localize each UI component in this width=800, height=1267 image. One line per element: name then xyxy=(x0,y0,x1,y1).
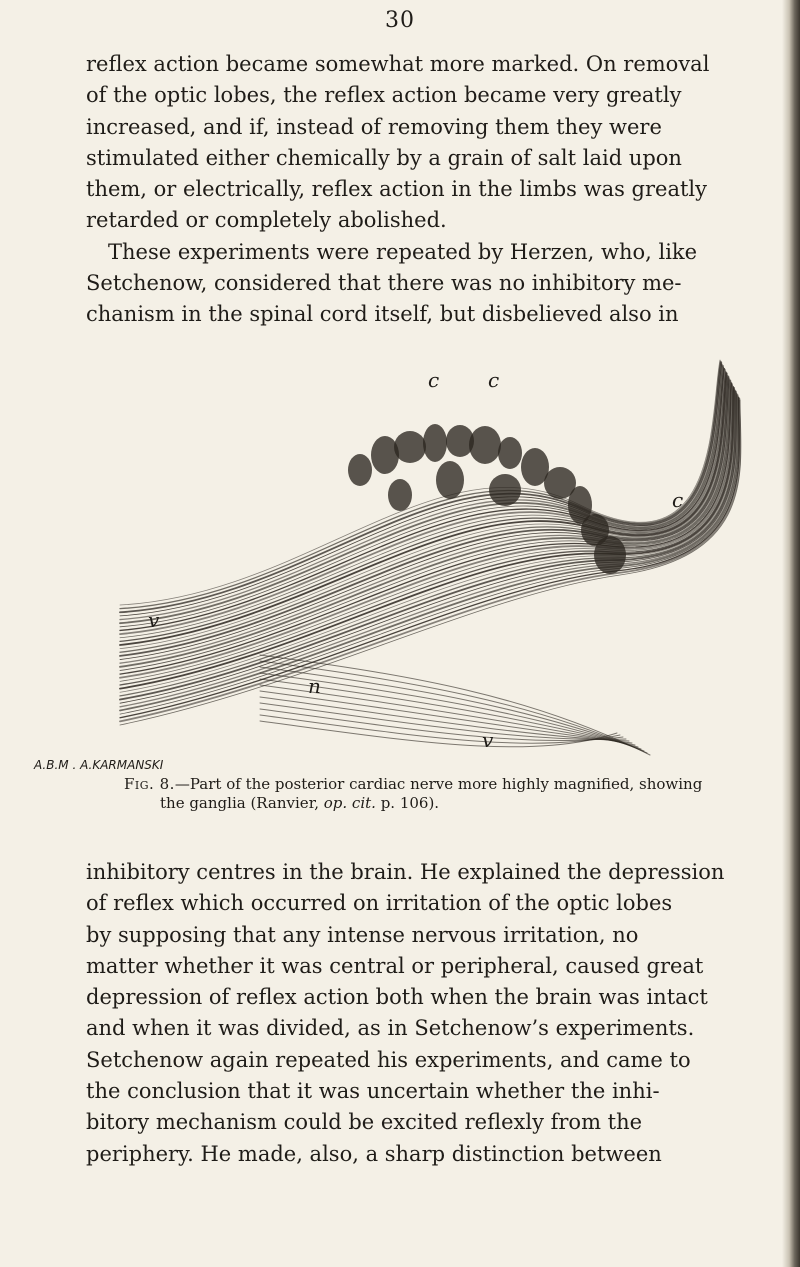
text-line: Setchenow, considered that there was no inhibitory me- xyxy=(86,271,682,296)
text-line: Setchenow again repeated his experiments, and came to xyxy=(86,1047,691,1072)
page-number: 30 xyxy=(385,8,415,33)
caption-text-line2: the ganglia (Ranvier, xyxy=(160,794,324,812)
caption-label: Fig. 8. xyxy=(124,775,175,793)
ganglion-cell xyxy=(388,479,412,511)
text-line: of reflex which occurred on irritation of the optic lobes xyxy=(86,891,673,916)
text-line: depression of reflex action both when the brain was intact xyxy=(86,985,708,1010)
figure-illustration xyxy=(34,355,800,775)
ganglion-cell xyxy=(371,436,399,474)
nerve-fibre xyxy=(120,364,722,616)
engraver-signature: A.B.M . A.KARMANSKI xyxy=(34,758,164,772)
nerve-fibre xyxy=(260,697,629,741)
text-line: chanism in the spinal cord itself, but disbelieved also in xyxy=(86,302,679,327)
nerve-fibre xyxy=(260,709,623,741)
nerve-fibre xyxy=(120,378,729,659)
nerve-fibre xyxy=(120,362,721,612)
nerve-fibre xyxy=(120,371,725,638)
text-line: by supposing that any intense nervous irritation, no xyxy=(86,922,639,947)
text-line: matter whether it was central or peripheral, caused great xyxy=(86,953,704,978)
ganglion-cell xyxy=(348,454,372,486)
ganglion-cell xyxy=(594,536,626,574)
ganglion-cell xyxy=(394,431,426,463)
text-line: inhibitory centres in the brain. He explained the depression xyxy=(86,860,725,884)
label-c-2: c xyxy=(488,368,500,392)
text-line: of the optic lobes, the reflex action became very greatly xyxy=(86,83,682,108)
page-binding-shadow xyxy=(782,0,800,1267)
ganglion-cell xyxy=(469,426,501,464)
nerve-fibre xyxy=(120,370,725,634)
label-c-3: c xyxy=(672,488,684,512)
text-line: bitory mechanism could be excited reflexly from the xyxy=(86,1110,643,1135)
text-line: retarded or completely abolished. xyxy=(86,208,447,233)
text-line: them, or electrically, reflex action in the limbs was greatly xyxy=(86,177,707,202)
label-v-2: v xyxy=(482,728,494,752)
nerve-ganglia-engraving xyxy=(34,355,800,775)
text-line: the conclusion that it was uncertain whether the inhi- xyxy=(86,1079,660,1104)
text-line: These experiments were repeated by Herzen, who, like xyxy=(108,239,698,264)
caption-page-ref: p. 106). xyxy=(375,794,440,812)
label-n: n xyxy=(308,674,321,698)
text-block-bottom xyxy=(86,857,786,1170)
nerve-fibre xyxy=(120,368,724,630)
label-c-1: c xyxy=(428,368,440,392)
label-v-1: v xyxy=(148,608,160,632)
text-line: and when it was divided, as in Setchenow’s experiments. xyxy=(86,1016,695,1041)
caption-reference: op. cit. xyxy=(323,794,376,812)
text-line: increased, and if, instead of removing them they were xyxy=(86,114,662,139)
ganglion-cell xyxy=(489,474,521,506)
ganglion-cell xyxy=(423,424,447,462)
text-line: stimulated either chemically by a grain of salt laid upon xyxy=(86,145,682,170)
ganglion-cell xyxy=(436,461,464,499)
text-line: reflex action became somewhat more marked. On removal xyxy=(86,52,710,76)
caption-text-line1: —Part of the posterior cardiac nerve more highly magnified, showing xyxy=(174,775,703,793)
figure-caption xyxy=(124,775,794,813)
text-block-top xyxy=(86,49,786,331)
text-line: periphery. He made, also, a sharp distinction between xyxy=(86,1141,662,1166)
nerve-fibre xyxy=(120,360,720,605)
ganglion-cell xyxy=(498,437,522,469)
